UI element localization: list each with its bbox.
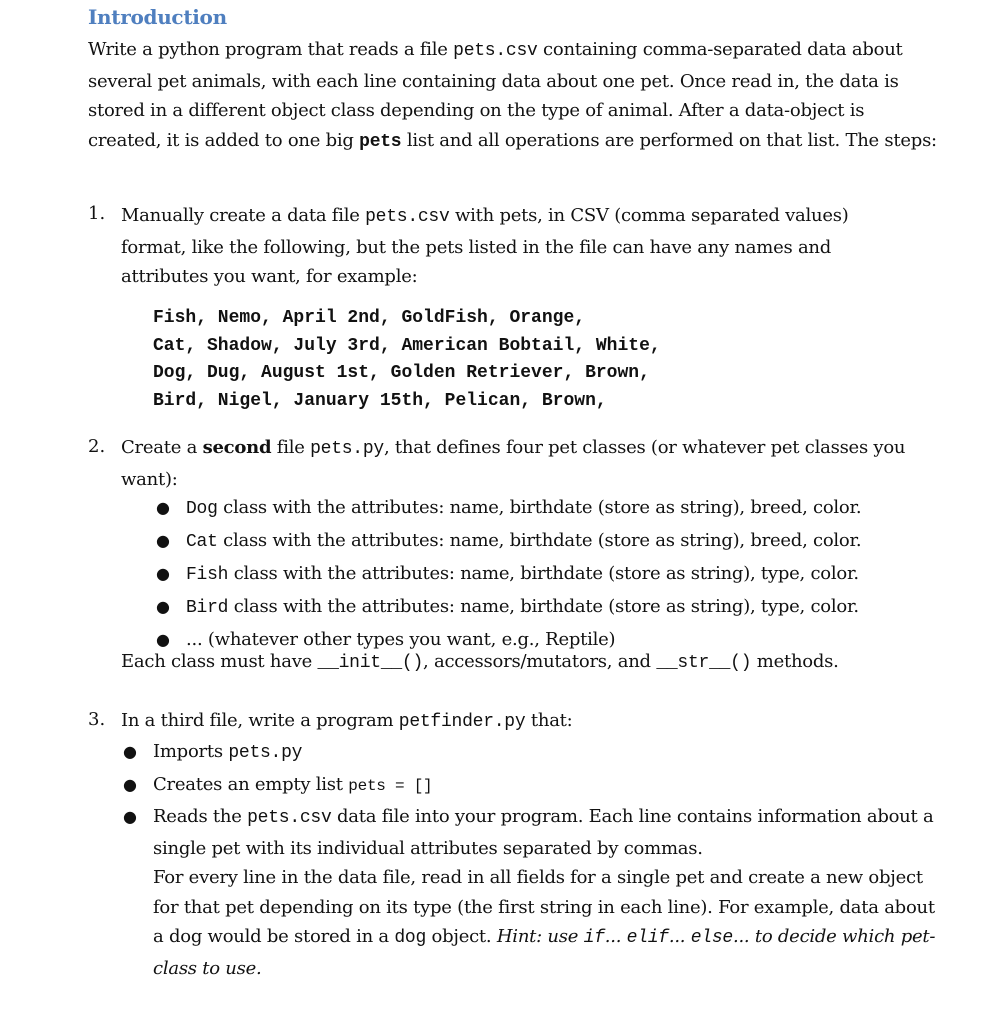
step-3-bullet-reads xyxy=(123,802,943,983)
bullet-text: object. xyxy=(426,926,497,947)
step-3-text xyxy=(121,706,921,738)
hint-label: Hint: use xyxy=(496,926,584,947)
csv-line-dog: Dog, Dug, August 1st, Golden Retriever, Brown, xyxy=(153,363,650,383)
section-heading: Introduction xyxy=(88,5,227,29)
step-2-footer xyxy=(121,647,941,679)
class-desc: class with the attributes: name, birthdate (store as string), breed, color. xyxy=(217,497,862,518)
init-method: __init__() xyxy=(317,653,424,673)
bullet-text: Reads the xyxy=(153,806,248,827)
footer-text-3: methods. xyxy=(751,651,839,672)
class-item-cat xyxy=(156,525,976,558)
class-name: Fish xyxy=(186,565,229,585)
step-2-filename: pets.py xyxy=(310,439,384,459)
bullet-dot: ● xyxy=(156,564,170,583)
csv-line-cat: Cat, Shadow, July 3rd, American Bobtail, White, xyxy=(153,335,661,356)
bullet-filename: pets.csv xyxy=(247,808,332,828)
intro-filename: pets.csv xyxy=(453,41,538,61)
hint-ellipsis: ... xyxy=(668,926,691,947)
class-name: Cat xyxy=(186,532,218,552)
bullet-text: Imports xyxy=(153,741,229,762)
step-3-bullet-empty-list xyxy=(123,769,943,802)
footer-text-2: , accessors/mutators, and xyxy=(423,651,657,672)
bullet-dot: ● xyxy=(156,597,170,616)
footer-text-1: Each class must have xyxy=(121,651,318,672)
step-2-text xyxy=(121,433,921,494)
bullet-code: pets = [] xyxy=(348,777,433,795)
class-item-bird xyxy=(156,591,976,624)
step-1-filename: pets.csv xyxy=(365,207,450,227)
csv-line-bird: Bird, Nigel, January 15th, Pelican, Brown, xyxy=(153,390,607,411)
class-desc: ... (whatever other types you want, e.g., Reptile) xyxy=(186,629,616,650)
hint-keyword-elif: elif xyxy=(626,928,669,948)
hint-ellipsis: ... xyxy=(604,926,627,947)
bullet-dot: ● xyxy=(156,498,170,517)
bullet-dot: ● xyxy=(156,630,170,649)
bullet-dot: ● xyxy=(156,531,170,550)
class-item-fish xyxy=(156,558,976,591)
intro-text-3: list and all operations are performed on that list. The steps: xyxy=(401,129,937,151)
bullet-text: data file into your program. Each line contains information about a single pet with its individual attributes separated by commas. xyxy=(153,806,934,859)
bullet-dot: ● xyxy=(123,742,137,761)
step-2-number: 2. xyxy=(88,436,106,457)
intro-list-name: pets xyxy=(359,131,402,152)
bullet-code: pets.py xyxy=(228,743,303,763)
step-1-number: 1. xyxy=(88,203,106,224)
bullet-code: dog xyxy=(394,928,427,948)
hint-keyword-else: else xyxy=(690,928,733,948)
hint-keyword-if: if xyxy=(583,928,605,948)
class-list xyxy=(156,492,976,655)
class-name: Bird xyxy=(186,598,229,618)
bullet-dot: ● xyxy=(123,775,137,794)
step-2-text-2: file xyxy=(271,437,311,458)
bullet-dot: ● xyxy=(123,807,137,826)
step-3-filename: petfinder.py xyxy=(398,712,526,732)
step-2-bold: second xyxy=(202,437,272,458)
csv-example xyxy=(153,305,661,415)
class-name: Dog xyxy=(186,499,218,519)
bullet-text: Creates an empty list xyxy=(153,774,349,795)
bullet-text: For every line in the data file, read in all fields for a single pet and create a new object for that pet depending on its type (the first string in each line). For example, data about a dog would be stored in a xyxy=(153,867,935,947)
step-1-text-2: with pets, in CSV (comma separated values) format, like the following, but the pets listed in the file can have any names and attributes you want, for example: xyxy=(121,205,849,287)
step-1-text-1: Manually create a data file xyxy=(121,205,366,226)
class-desc: class with the attributes: name, birthdate (store as string), type, color. xyxy=(228,563,859,584)
intro-text-1: Write a python program that reads a file xyxy=(88,39,454,60)
hint-tail: ... to decide which pet-class to use. xyxy=(153,926,936,979)
class-desc: class with the attributes: name, birthdate (store as string), type, color. xyxy=(228,596,859,617)
step-3-text-1: In a third file, write a program xyxy=(121,710,399,731)
step-2-text-3: , that defines four pet classes (or whatever pet classes you want): xyxy=(121,437,906,490)
step-2-text-1: Create a xyxy=(121,437,203,458)
str-method: __str__() xyxy=(656,653,752,673)
step-3-number: 3. xyxy=(88,709,106,730)
step-3-bullet-imports xyxy=(123,736,943,769)
intro-text-2: containing comma-separated data about several pet animals, with each line containing data about one pet. Once read in, the data is stored in a different object class depending on the type of animal. After a data-object is created, it is added to one big xyxy=(88,39,903,151)
step-1-text xyxy=(121,201,901,292)
intro-paragraph xyxy=(88,35,938,157)
class-item-dog xyxy=(156,492,976,525)
program-steps-list xyxy=(123,736,943,983)
csv-line-fish: Fish, Nemo, April 2nd, GoldFish, Orange, xyxy=(153,308,586,328)
class-desc: class with the attributes: name, birthdate (store as string), breed, color. xyxy=(217,530,862,551)
step-3-text-2: that: xyxy=(525,710,573,731)
